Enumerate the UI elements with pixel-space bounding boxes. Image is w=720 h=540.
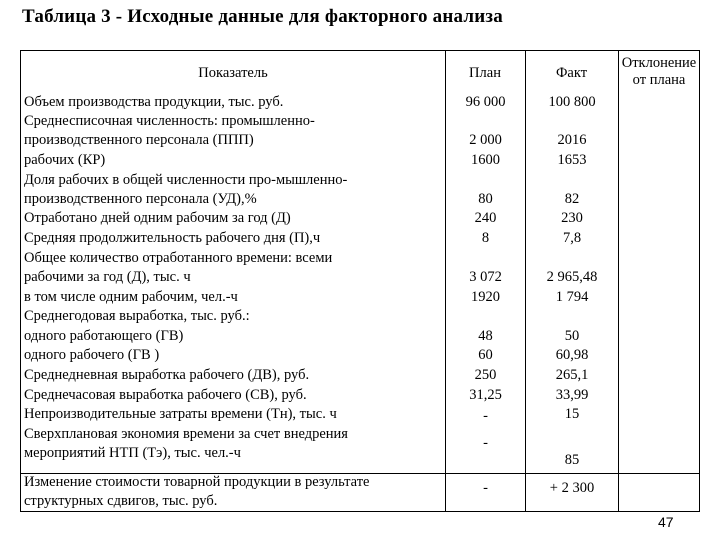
- indicator-line: Среднечасовая выработка рабочего (СВ), руб.: [24, 387, 307, 403]
- plan-value: 60: [478, 347, 493, 363]
- indicator-line: одного рабочего (ГВ ): [24, 347, 160, 363]
- indicator-line: Объем производства продукции, тыс. руб.: [24, 94, 284, 110]
- fact-value: 265,1: [555, 367, 589, 383]
- plan-value: 1600: [471, 152, 500, 168]
- plan-value: 3 072: [469, 269, 502, 285]
- table-title: Таблица 3 - Исходные данные для факторного анализа: [22, 6, 503, 27]
- fact-value: 7,8: [562, 230, 582, 246]
- header-deviation-line1: Отклонение: [621, 55, 697, 71]
- fact-value: 85: [564, 452, 580, 468]
- indicator-line: Общее количество отработанного времени: всеми: [24, 250, 333, 266]
- column-divider: [618, 51, 619, 511]
- fact-value: 50: [564, 328, 580, 344]
- fact-value: 82: [564, 191, 580, 207]
- fact-value: 33,99: [555, 387, 589, 403]
- header-plan: План: [469, 65, 501, 81]
- plan-value: 31,25: [469, 387, 502, 403]
- indicator-line: Доля рабочих в общей численности про-мышленно-: [24, 172, 348, 188]
- indicator-line: Изменение стоимости товарной продукции в результате: [24, 474, 370, 490]
- plan-value: 2 000: [469, 132, 502, 148]
- header-deviation: [618, 55, 700, 89]
- plan-value: 80: [478, 191, 493, 207]
- plan-value: 240: [474, 210, 497, 226]
- factor-analysis-table: [20, 50, 700, 512]
- indicator-line: Отработано дней одним рабочим за год (Д): [24, 210, 291, 226]
- indicator-line: в том числе одним рабочим, чел.-ч: [24, 289, 238, 305]
- fact-value: 2 965,48: [546, 269, 598, 285]
- fact-value: 2016: [557, 132, 587, 148]
- plan-value: 48: [478, 328, 493, 344]
- plan-value: -: [483, 435, 488, 451]
- header-fact: Факт: [555, 65, 588, 81]
- header-indicator: Показатель: [198, 65, 268, 81]
- fact-value: 60,98: [555, 347, 589, 363]
- indicator-line: рабочими за год (Д), тыс. ч: [24, 269, 191, 285]
- indicator-line: рабочих (КР): [24, 152, 106, 168]
- plan-value: 250: [474, 367, 497, 383]
- indicator-line: Среднесписочная численность: промышленно-: [24, 113, 315, 129]
- fact-value: + 2 300: [549, 480, 595, 496]
- plan-value: 8: [481, 230, 490, 246]
- plan-value: 96 000: [465, 94, 506, 110]
- fact-value: 1 794: [555, 289, 589, 305]
- indicator-line: структурных сдвигов, тыс. руб.: [24, 493, 218, 509]
- fact-value: 100 800: [548, 94, 596, 110]
- fact-value: 1653: [557, 152, 587, 168]
- indicator-line: производственного персонала (ППП): [24, 132, 254, 148]
- indicator-line: Непроизводительные затраты времени (Тн), тыс. ч: [24, 406, 337, 422]
- plan-value: 1920: [471, 289, 500, 305]
- indicator-line: одного работающего (ГВ): [24, 328, 184, 344]
- indicator-line: Среднегодовая выработка, тыс. руб.:: [24, 308, 250, 324]
- fact-value: 230: [561, 210, 583, 226]
- indicator-line: мероприятий НТП (Тэ), тыс. чел.-ч: [24, 445, 241, 461]
- indicator-line: Средняя продолжительность рабочего дня (П),ч: [24, 230, 321, 246]
- page-number: 47: [658, 514, 674, 530]
- header-deviation-line2: от плана: [632, 72, 686, 88]
- plan-value: -: [483, 480, 488, 496]
- indicator-line: Сверхплановая экономия времени за счет внедрения: [24, 426, 348, 442]
- fact-value: 15: [564, 406, 580, 422]
- indicator-line: Среднедневная выработка рабочего (ДВ), руб.: [24, 367, 310, 383]
- plan-value: -: [483, 408, 488, 424]
- indicator-line: производственного персонала (УД),%: [24, 191, 257, 207]
